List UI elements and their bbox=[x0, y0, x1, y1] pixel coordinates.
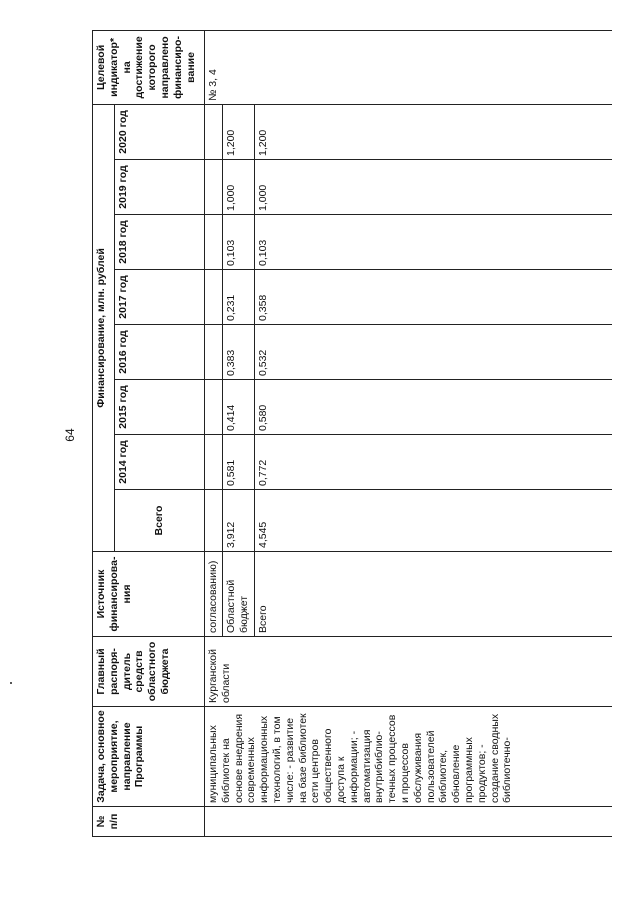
note-cell-2016 bbox=[205, 325, 223, 380]
source-cell: Областной бюджет bbox=[222, 552, 254, 637]
header-year-2020: 2020 год bbox=[115, 104, 205, 159]
value-cell-2014: 0,772 bbox=[254, 435, 612, 490]
header-num: № п/п bbox=[93, 807, 205, 837]
value-cell-2018: 0,103 bbox=[222, 215, 254, 270]
header-row-1 bbox=[93, 30, 115, 836]
financing-table bbox=[92, 30, 612, 837]
total-cell: 4,545 bbox=[254, 490, 612, 552]
source-cell: Всего bbox=[254, 552, 612, 637]
note-cell-2015 bbox=[205, 380, 223, 435]
value-cell-2014: 0,581 bbox=[222, 435, 254, 490]
value-cell-2016: 0,532 bbox=[254, 325, 612, 380]
scan-speck bbox=[10, 682, 12, 684]
note-total-cell bbox=[205, 490, 223, 552]
total-cell: 3,912 bbox=[222, 490, 254, 552]
header-year-2014: 2014 год bbox=[115, 435, 205, 490]
value-cell-2020: 1,200 bbox=[254, 104, 612, 159]
note-cell-2019 bbox=[205, 160, 223, 215]
rotated-table-wrapper bbox=[92, 31, 612, 837]
note-cell-2014 bbox=[205, 435, 223, 490]
source-note-cell: согласованию) bbox=[205, 552, 223, 637]
indicator-cell: № 3, 4 bbox=[205, 30, 613, 104]
note-cell-2018 bbox=[205, 215, 223, 270]
value-cell-2019: 1,000 bbox=[254, 160, 612, 215]
header-indicator: Целевой индикатор* на достижение которого направлено финансиро-вание bbox=[93, 30, 205, 104]
header-year-2017: 2017 год bbox=[115, 270, 205, 325]
header-manager: Главный распоря-дитель средств областного бюджета bbox=[93, 637, 205, 707]
header-total: Всего bbox=[115, 490, 205, 552]
header-source: Источник финансирова-ния bbox=[93, 552, 205, 637]
header-year-2018: 2018 год bbox=[115, 215, 205, 270]
page-number: 64 bbox=[63, 428, 77, 442]
value-cell-2016: 0,383 bbox=[222, 325, 254, 380]
value-cell-2020: 1,200 bbox=[222, 104, 254, 159]
value-cell-2018: 0,103 bbox=[254, 215, 612, 270]
header-year-2015: 2015 год bbox=[115, 380, 205, 435]
value-cell-2017: 0,358 bbox=[254, 270, 612, 325]
header-year-2016: 2016 год bbox=[115, 325, 205, 380]
row-num-cell bbox=[205, 807, 613, 837]
value-cell-2015: 0,580 bbox=[254, 380, 612, 435]
note-row bbox=[205, 30, 223, 836]
note-cell-2020 bbox=[205, 104, 223, 159]
task-cell: муниципальных библиотек на основе внедрения современных информационных технологий, в том числе: - развитие на базе библиотек сети центров общественного доступа к информации; - автоматизация внутрибиблио-течных процессов и процессов обслуживания пользователей библиотек, обновление программных продуктов; - создание сводных библиотечно- bbox=[205, 707, 613, 807]
header-year-2019: 2019 год bbox=[115, 160, 205, 215]
value-cell-2019: 1,000 bbox=[222, 160, 254, 215]
value-cell-2017: 0,231 bbox=[222, 270, 254, 325]
note-cell-2017 bbox=[205, 270, 223, 325]
value-cell-2015: 0,414 bbox=[222, 380, 254, 435]
manager-cell: Курганской области bbox=[205, 637, 613, 707]
header-task: Задача, основное мероприятие, направление Программы bbox=[93, 707, 205, 807]
header-financing: Финансирование, млн. рублей bbox=[93, 104, 115, 551]
